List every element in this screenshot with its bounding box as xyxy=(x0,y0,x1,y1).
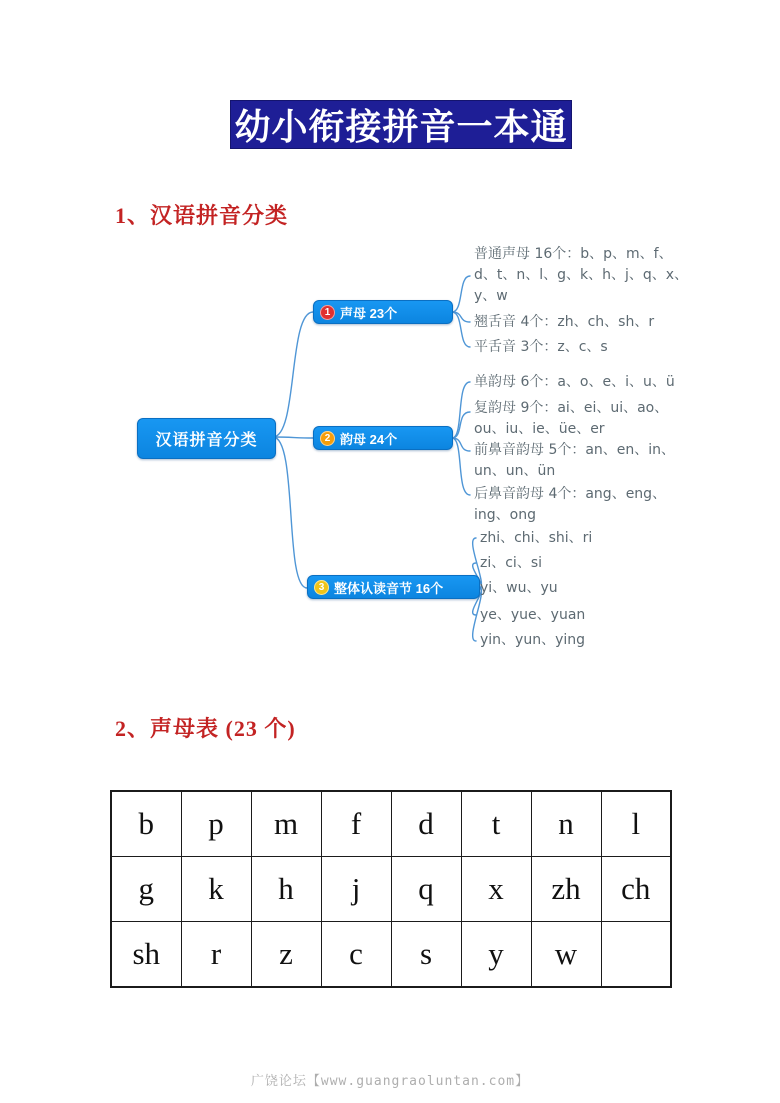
leaf-zhengti-5: yin、yun、ying xyxy=(480,632,586,648)
table-cell: f xyxy=(321,791,391,857)
leaf-danyunmu: 单韵母 6个：a、o、e、i、u、ü xyxy=(474,374,675,390)
table-cell: m xyxy=(251,791,321,857)
leaf-zhengti-2: zi、ci、si xyxy=(480,555,543,571)
mindmap-branch-yunmu xyxy=(313,426,453,450)
table-cell: b xyxy=(111,791,181,857)
table-cell: x xyxy=(461,857,531,922)
leaf-qiaosheyin: 翘舌音 4个：zh、ch、sh、r xyxy=(474,314,655,330)
table-cell: q xyxy=(391,857,461,922)
table-cell: sh xyxy=(111,922,181,988)
table-row xyxy=(111,791,671,857)
table-cell: zh xyxy=(531,857,601,922)
leaf-fuyunmu: 复韵母 9个：ai、ei、ui、ao、ou、iu、ie、üe、er xyxy=(474,400,669,437)
table-cell: z xyxy=(251,922,321,988)
mindmap-branch-zhengtirendu xyxy=(307,575,480,599)
table-cell: d xyxy=(391,791,461,857)
table-cell: r xyxy=(181,922,251,988)
table-cell: n xyxy=(531,791,601,857)
leaf-zhengti-1: zhi、chi、shi、ri xyxy=(480,530,593,546)
branch3-label: 整体认读音节 16个 xyxy=(334,580,444,596)
section2-heading: 2、声母表 (23 个) xyxy=(115,716,296,741)
leaf-putong-shengmu: 普通声母 16个：b、p、m、f、d、t、n、l、g、k、h、j、q、x、y、w xyxy=(474,246,689,304)
table-cell: s xyxy=(391,922,461,988)
branch3-number-badge: 3 xyxy=(314,580,329,595)
footer-watermark: 广饶论坛【www.guangraoluntan.com】 xyxy=(250,1074,530,1089)
section1-heading: 1、汉语拼音分类 xyxy=(115,203,289,228)
table-cell: g xyxy=(111,857,181,922)
branch1-label: 声母 23个 xyxy=(340,305,398,321)
leaf-qianbiyin-yunmu: 前鼻音韵母 5个：an、en、in、un、un、ün xyxy=(474,442,676,479)
leaf-zhengti-3: yi、wu、yu xyxy=(480,580,558,596)
table-cell: j xyxy=(321,857,391,922)
branch2-label: 韵母 24个 xyxy=(340,431,398,447)
mindmap-root-node: 汉语拼音分类 xyxy=(137,418,276,459)
table-cell: t xyxy=(461,791,531,857)
initials-table xyxy=(110,790,672,988)
table-cell: y xyxy=(461,922,531,988)
table-cell: c xyxy=(321,922,391,988)
table-cell: l xyxy=(601,791,671,857)
table-cell: ch xyxy=(601,857,671,922)
leaf-zhengti-4: ye、yue、yuan xyxy=(480,607,586,623)
table-row xyxy=(111,922,671,988)
table-cell: h xyxy=(251,857,321,922)
table-cell xyxy=(601,922,671,988)
table-cell: k xyxy=(181,857,251,922)
table-cell: w xyxy=(531,922,601,988)
branch1-number-badge: 1 xyxy=(320,305,335,320)
mindmap-branch-shengmu xyxy=(313,300,453,324)
page-title: 幼小衔接拼音一本通 xyxy=(231,101,571,148)
leaf-houbiyin-yunmu: 后鼻音韵母 4个：ang、eng、ing、ong xyxy=(474,486,667,523)
table-row xyxy=(111,857,671,922)
table-cell: p xyxy=(181,791,251,857)
branch2-number-badge: 2 xyxy=(320,431,335,446)
leaf-pingsheyin: 平舌音 3个：z、c、s xyxy=(474,339,608,355)
